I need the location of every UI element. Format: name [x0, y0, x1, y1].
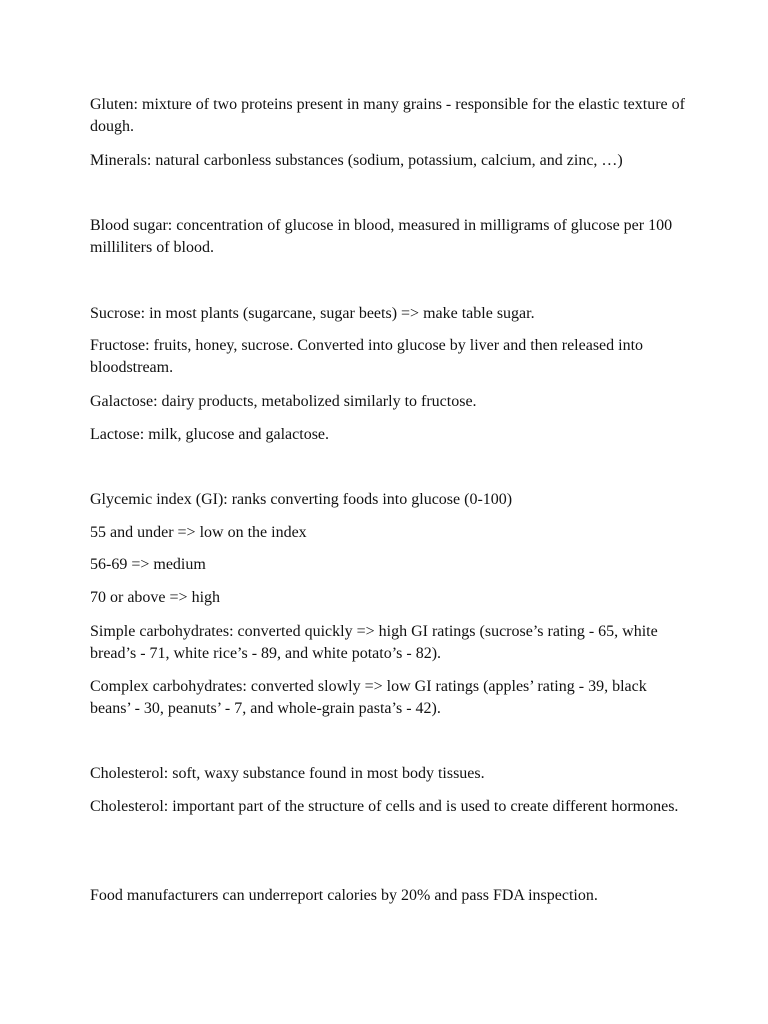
paragraph-lactose: Lactose: milk, glucose and galactose. — [90, 426, 330, 443]
paragraph-gi-low: 55 and under => low on the index — [90, 524, 307, 541]
paragraph-sucrose: Sucrose: in most plants (sugarcane, sugar beets) => make table sugar. — [90, 305, 535, 322]
paragraph-gi-high: 70 or above => high — [90, 589, 221, 606]
paragraph-complex-carbs: Complex carbohydrates: converted slowly => low GI ratings (apples’ rating - 39, black beans’ - 30, peanuts’ - 7, and whole-grain pasta’s - 42). — [90, 678, 647, 717]
paragraph-gi-medium: 56-69 => medium — [90, 556, 206, 573]
paragraph-simple-carbs: Simple carbohydrates: converted quickly => high GI ratings (sucrose’s rating - 65, white bread’s - 71, white rice’s - 89, and white potato’s - 82). — [90, 623, 658, 662]
paragraph-galactose: Galactose: dairy products, metabolized similarly to fructose. — [90, 393, 477, 410]
paragraph-blood-sugar: Blood sugar: concentration of glucose in blood, measured in milligrams of glucose per 100 milliliters of blood. — [90, 217, 673, 256]
paragraph-minerals: Minerals: natural carbonless substances (sodium, potassium, calcium, and zinc, …) — [90, 152, 623, 169]
paragraph-food-manufacturers: Food manufacturers can underreport calories by 20% and pass FDA inspection. — [90, 887, 598, 904]
paragraph-glycemic-index: Glycemic index (GI): ranks converting foods into glucose (0-100) — [90, 491, 513, 508]
paragraph-cholesterol-1: Cholesterol: soft, waxy substance found in most body tissues. — [90, 765, 485, 782]
paragraph-fructose: Fructose: fruits, honey, sucrose. Converted into glucose by liver and then released into bloodstream. — [90, 337, 644, 376]
paragraph-cholesterol-2: Cholesterol: important part of the structure of cells and is used to create different hormones. — [90, 798, 679, 815]
paragraph-gluten: Gluten: mixture of two proteins present in many grains - responsible for the elastic texture of dough. — [90, 96, 685, 135]
